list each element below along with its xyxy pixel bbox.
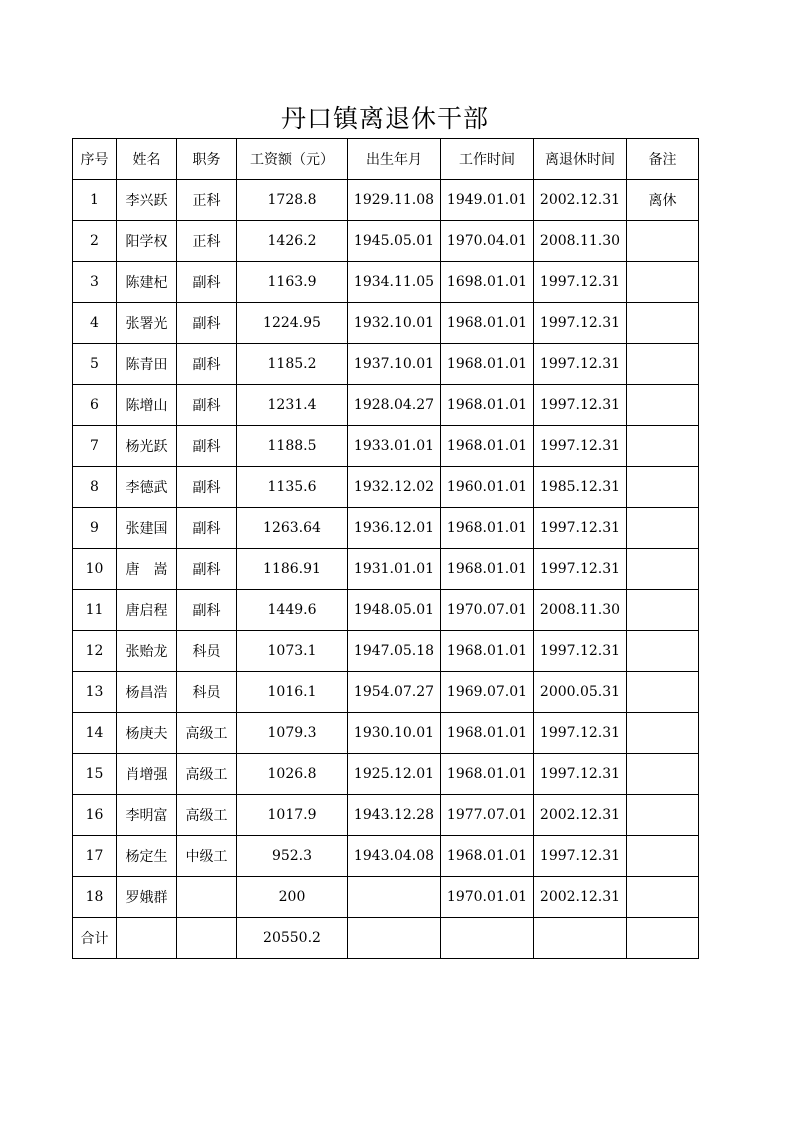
table-row [73, 303, 699, 344]
cell-salary: 1231.4 [237, 385, 348, 426]
cell-work-start: 1968.01.01 [441, 344, 534, 385]
cell-post: 科员 [177, 672, 237, 713]
cell-post: 副科 [177, 590, 237, 631]
cell-no: 6 [73, 385, 117, 426]
cell-retire-date: 1997.12.31 [534, 385, 627, 426]
cell-salary: 1186.91 [237, 549, 348, 590]
cell-work-start: 1968.01.01 [441, 713, 534, 754]
cell-note [627, 713, 699, 754]
cell-birth: 1933.01.01 [348, 426, 441, 467]
cell-salary: 1449.6 [237, 590, 348, 631]
cell-note [627, 426, 699, 467]
cell-retire-date: 2002.12.31 [534, 180, 627, 221]
cell-name: 陈增山 [117, 385, 177, 426]
cell-retire-date: 2002.12.31 [534, 795, 627, 836]
table-row [73, 713, 699, 754]
cell-note [627, 672, 699, 713]
total-row [73, 918, 699, 959]
cell-retire-date: 1997.12.31 [534, 262, 627, 303]
table-row [73, 385, 699, 426]
table-row [73, 467, 699, 508]
cell-retire-date: 2008.11.30 [534, 590, 627, 631]
cell-no: 11 [73, 590, 117, 631]
cell-birth: 1947.05.18 [348, 631, 441, 672]
cell-work-start: 1968.01.01 [441, 836, 534, 877]
cell-work-start: 1949.01.01 [441, 180, 534, 221]
cell-no: 15 [73, 754, 117, 795]
cell-no: 12 [73, 631, 117, 672]
cell-salary: 200 [237, 877, 348, 918]
cell-salary: 1188.5 [237, 426, 348, 467]
cell-retire-date: 1997.12.31 [534, 836, 627, 877]
cell-name: 李明富 [117, 795, 177, 836]
table-row [73, 549, 699, 590]
cell-post: 中级工 [177, 836, 237, 877]
total-label: 合计 [73, 918, 117, 959]
cell-salary: 1073.1 [237, 631, 348, 672]
total-empty-cell [177, 918, 237, 959]
cell-post: 正科 [177, 180, 237, 221]
cell-post: 副科 [177, 385, 237, 426]
cell-retire-date: 2002.12.31 [534, 877, 627, 918]
total-empty-cell [348, 918, 441, 959]
cell-name: 肖增强 [117, 754, 177, 795]
cell-no: 9 [73, 508, 117, 549]
cell-birth: 1945.05.01 [348, 221, 441, 262]
cell-note [627, 385, 699, 426]
cell-retire-date: 1997.12.31 [534, 426, 627, 467]
cell-birth: 1943.12.28 [348, 795, 441, 836]
cell-name: 杨定生 [117, 836, 177, 877]
cell-no: 4 [73, 303, 117, 344]
cell-salary: 1224.95 [237, 303, 348, 344]
cell-birth: 1932.10.01 [348, 303, 441, 344]
cell-work-start: 1970.01.01 [441, 877, 534, 918]
cell-birth: 1954.07.27 [348, 672, 441, 713]
cell-salary: 1079.3 [237, 713, 348, 754]
cell-post: 副科 [177, 303, 237, 344]
table-row [73, 754, 699, 795]
cell-work-start: 1970.04.01 [441, 221, 534, 262]
cell-post: 副科 [177, 467, 237, 508]
cell-retire-date: 1997.12.31 [534, 754, 627, 795]
cell-note [627, 631, 699, 672]
cell-work-start: 1977.07.01 [441, 795, 534, 836]
cell-retire-date: 1997.12.31 [534, 631, 627, 672]
table-row [73, 877, 699, 918]
header-cell-birth: 出生年月 [348, 139, 441, 180]
cell-birth: 1931.01.01 [348, 549, 441, 590]
cell-retire-date: 1997.12.31 [534, 508, 627, 549]
cell-name: 李德武 [117, 467, 177, 508]
cell-no: 7 [73, 426, 117, 467]
cell-work-start: 1969.07.01 [441, 672, 534, 713]
cell-work-start: 1968.01.01 [441, 508, 534, 549]
cell-birth: 1928.04.27 [348, 385, 441, 426]
cell-retire-date: 1985.12.31 [534, 467, 627, 508]
cell-name: 李兴跃 [117, 180, 177, 221]
header-cell-salary: 工资额（元） [237, 139, 348, 180]
table-header-row [73, 139, 699, 180]
cell-note [627, 262, 699, 303]
cell-work-start: 1968.01.01 [441, 385, 534, 426]
cell-post: 科员 [177, 631, 237, 672]
cell-birth: 1930.10.01 [348, 713, 441, 754]
cell-note [627, 754, 699, 795]
total-salary: 20550.2 [237, 918, 348, 959]
cell-name: 罗娥群 [117, 877, 177, 918]
header-cell-no: 序号 [73, 139, 117, 180]
cell-birth: 1948.05.01 [348, 590, 441, 631]
cell-retire-date: 1997.12.31 [534, 303, 627, 344]
cell-name: 唐 嵩 [117, 549, 177, 590]
cell-note [627, 467, 699, 508]
cell-name: 张贻龙 [117, 631, 177, 672]
cell-note [627, 303, 699, 344]
cell-salary: 1163.9 [237, 262, 348, 303]
cell-birth: 1929.11.08 [348, 180, 441, 221]
cell-name: 陈青田 [117, 344, 177, 385]
cell-salary: 1135.6 [237, 467, 348, 508]
table-row [73, 672, 699, 713]
cell-note [627, 549, 699, 590]
cell-name: 张建国 [117, 508, 177, 549]
cell-birth: 1925.12.01 [348, 754, 441, 795]
cell-note [627, 836, 699, 877]
cell-birth [348, 877, 441, 918]
cell-retire-date: 2008.11.30 [534, 221, 627, 262]
page-title: 丹口镇离退休干部 [280, 104, 489, 133]
cell-post: 高级工 [177, 713, 237, 754]
cell-no: 8 [73, 467, 117, 508]
header-cell-post: 职务 [177, 139, 237, 180]
table-row [73, 590, 699, 631]
cell-no: 10 [73, 549, 117, 590]
cell-birth: 1943.04.08 [348, 836, 441, 877]
cell-post: 高级工 [177, 754, 237, 795]
cell-work-start: 1968.01.01 [441, 426, 534, 467]
table-row [73, 262, 699, 303]
cell-salary: 1728.8 [237, 180, 348, 221]
cell-salary: 1017.9 [237, 795, 348, 836]
cell-work-start: 1960.01.01 [441, 467, 534, 508]
cell-no: 18 [73, 877, 117, 918]
cell-note [627, 508, 699, 549]
cell-post: 副科 [177, 262, 237, 303]
header-cell-work-start: 工作时间 [441, 139, 534, 180]
cell-no: 5 [73, 344, 117, 385]
cell-birth: 1934.11.05 [348, 262, 441, 303]
cell-name: 杨光跃 [117, 426, 177, 467]
cell-work-start: 1970.07.01 [441, 590, 534, 631]
cell-salary: 1016.1 [237, 672, 348, 713]
cell-post: 正科 [177, 221, 237, 262]
cell-note [627, 344, 699, 385]
cell-name: 阳学权 [117, 221, 177, 262]
cell-name: 唐启程 [117, 590, 177, 631]
cell-post: 副科 [177, 508, 237, 549]
cell-name: 陈建杞 [117, 262, 177, 303]
cell-work-start: 1698.01.01 [441, 262, 534, 303]
cell-birth: 1936.12.01 [348, 508, 441, 549]
header-cell-retire-date: 离退休时间 [534, 139, 627, 180]
cell-retire-date: 1997.12.31 [534, 713, 627, 754]
cell-work-start: 1968.01.01 [441, 303, 534, 344]
cell-retire-date: 1997.12.31 [534, 549, 627, 590]
cell-note: 离休 [627, 180, 699, 221]
table-row [73, 795, 699, 836]
table-row [73, 836, 699, 877]
cell-post [177, 877, 237, 918]
table-body [73, 180, 699, 918]
cell-work-start: 1968.01.01 [441, 549, 534, 590]
cell-no: 1 [73, 180, 117, 221]
cell-note [627, 590, 699, 631]
cell-salary: 1185.2 [237, 344, 348, 385]
cell-note [627, 795, 699, 836]
cell-no: 3 [73, 262, 117, 303]
cell-birth: 1937.10.01 [348, 344, 441, 385]
cell-note [627, 221, 699, 262]
cell-note [627, 877, 699, 918]
cell-no: 16 [73, 795, 117, 836]
cell-salary: 1426.2 [237, 221, 348, 262]
cell-salary: 1263.64 [237, 508, 348, 549]
cell-birth: 1932.12.02 [348, 467, 441, 508]
cell-no: 17 [73, 836, 117, 877]
table-row [73, 180, 699, 221]
total-empty-cell [117, 918, 177, 959]
retired-cadres-table [72, 138, 699, 959]
header-cell-name: 姓名 [117, 139, 177, 180]
total-empty-cell [441, 918, 534, 959]
cell-post: 高级工 [177, 795, 237, 836]
cell-no: 13 [73, 672, 117, 713]
table-row [73, 426, 699, 467]
cell-salary: 952.3 [237, 836, 348, 877]
table-row [73, 631, 699, 672]
cell-no: 2 [73, 221, 117, 262]
cell-name: 杨庚夫 [117, 713, 177, 754]
cell-post: 副科 [177, 344, 237, 385]
cell-no: 14 [73, 713, 117, 754]
cell-salary: 1026.8 [237, 754, 348, 795]
table-row [73, 508, 699, 549]
cell-retire-date: 1997.12.31 [534, 344, 627, 385]
table-row [73, 221, 699, 262]
header-cell-note: 备注 [627, 139, 699, 180]
cell-work-start: 1968.01.01 [441, 754, 534, 795]
total-empty-cell [627, 918, 699, 959]
cell-name: 张署光 [117, 303, 177, 344]
cell-work-start: 1968.01.01 [441, 631, 534, 672]
total-empty-cell [534, 918, 627, 959]
cell-post: 副科 [177, 549, 237, 590]
table-row [73, 344, 699, 385]
cell-name: 杨昌浩 [117, 672, 177, 713]
cell-retire-date: 2000.05.31 [534, 672, 627, 713]
cell-post: 副科 [177, 426, 237, 467]
